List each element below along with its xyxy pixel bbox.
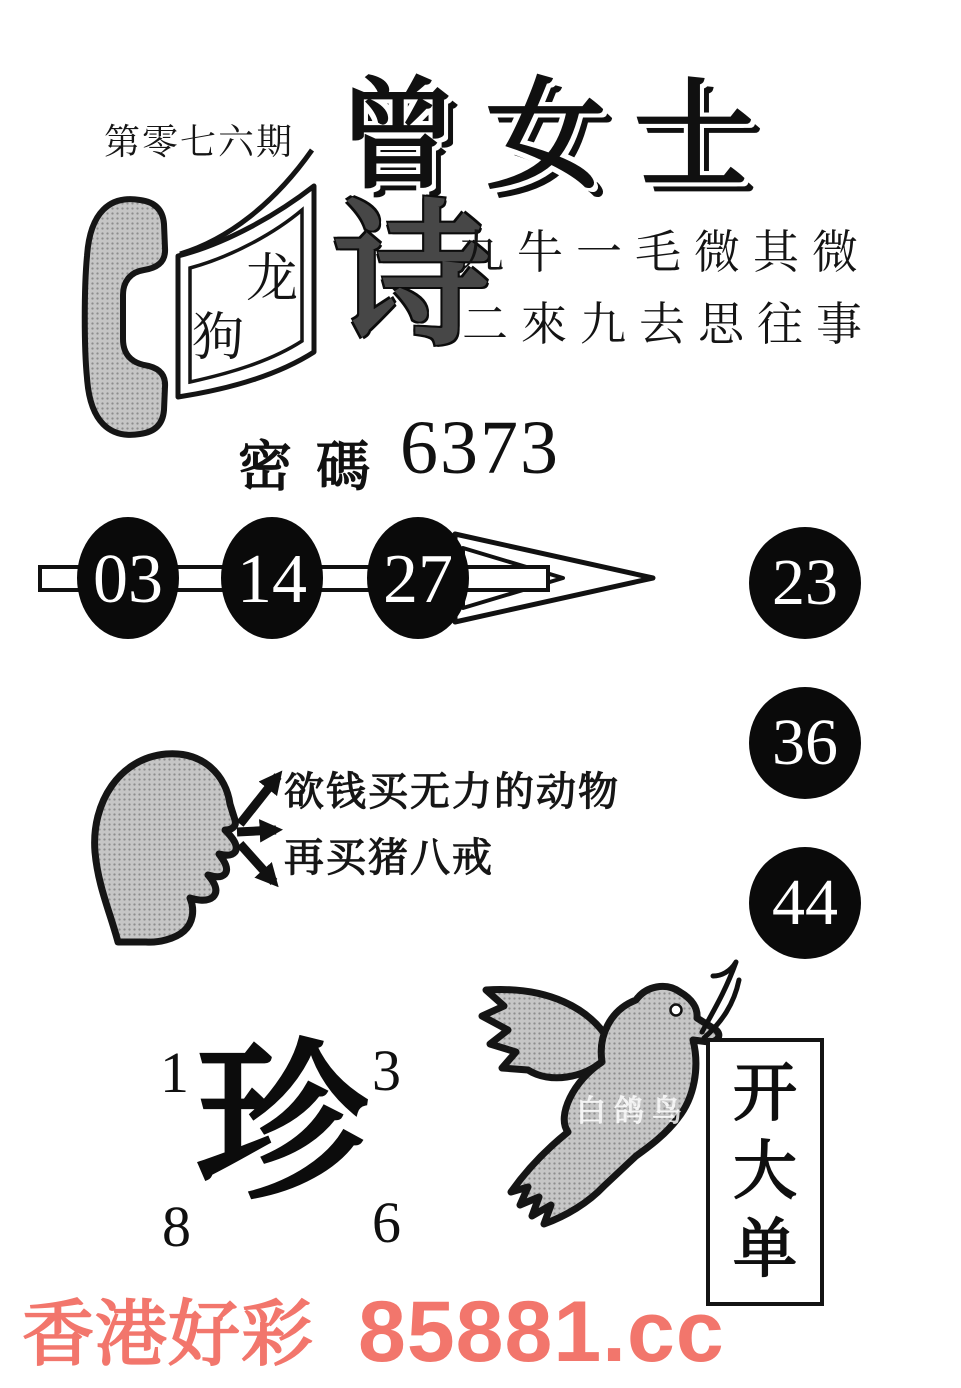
speech-tip-1: 欲钱买无力的动物 xyxy=(284,770,620,814)
password-value: 6373 xyxy=(400,406,560,490)
side-ball-44 xyxy=(749,847,861,959)
corner-digit-bottom-right: 6 xyxy=(372,1190,401,1255)
poem-line-1: 九牛一毛微其微 xyxy=(458,227,871,278)
password-label: 密碼 xyxy=(238,437,394,497)
poem-char: 诗 xyxy=(334,191,490,364)
side-ball-23 xyxy=(749,527,861,639)
box-char-3: 单 xyxy=(733,1214,797,1285)
dove-eye xyxy=(671,1005,682,1016)
zodiac-top: 龙 xyxy=(245,251,299,308)
ball-number-2: 14 xyxy=(237,541,307,618)
vertical-prediction-box xyxy=(706,1038,824,1306)
footer xyxy=(22,1284,725,1380)
corner-digit-bottom-left: 8 xyxy=(162,1194,191,1259)
ball-number-3: 27 xyxy=(383,541,453,618)
speaking-head-profile-icon xyxy=(82,742,242,946)
side-ball-number: 36 xyxy=(772,706,838,779)
footer-site-url: 85881.cc xyxy=(358,1284,725,1380)
box-char-1: 开 xyxy=(733,1058,797,1129)
dove-ghost-text: 白鸽鸟 xyxy=(576,1095,690,1128)
footer-brand: 香港好彩 xyxy=(22,1295,315,1376)
arrow-up-right-icon xyxy=(240,776,278,824)
side-ball-number: 44 xyxy=(772,866,838,939)
olive-branch xyxy=(702,962,739,1038)
zodiac-scroll xyxy=(172,142,324,404)
box-char-2: 大 xyxy=(733,1136,797,1207)
speech-tip-2: 再买猪八戒 xyxy=(284,836,494,880)
poem-line-2: 二來九去思往事 xyxy=(462,299,875,350)
dove-wing xyxy=(482,990,610,1078)
corner-digit-top-left: 1 xyxy=(160,1040,189,1105)
issue-label: 第零七六期 xyxy=(104,122,295,162)
riddle-char: 珍 xyxy=(196,1031,368,1221)
telephone-handset-icon xyxy=(80,196,180,438)
zodiac-bottom: 狗 xyxy=(191,310,245,367)
number-arrow-row xyxy=(35,508,667,656)
arrow-down-right-icon xyxy=(240,844,274,882)
password-row xyxy=(238,406,560,501)
page-title: 曾女士 xyxy=(338,70,782,203)
corner-digit-top-right: 3 xyxy=(372,1038,401,1103)
arrow-right-icon xyxy=(237,830,276,832)
ball-number-1: 03 xyxy=(93,541,163,618)
side-ball-number: 23 xyxy=(772,546,838,619)
side-ball-36 xyxy=(749,687,861,799)
